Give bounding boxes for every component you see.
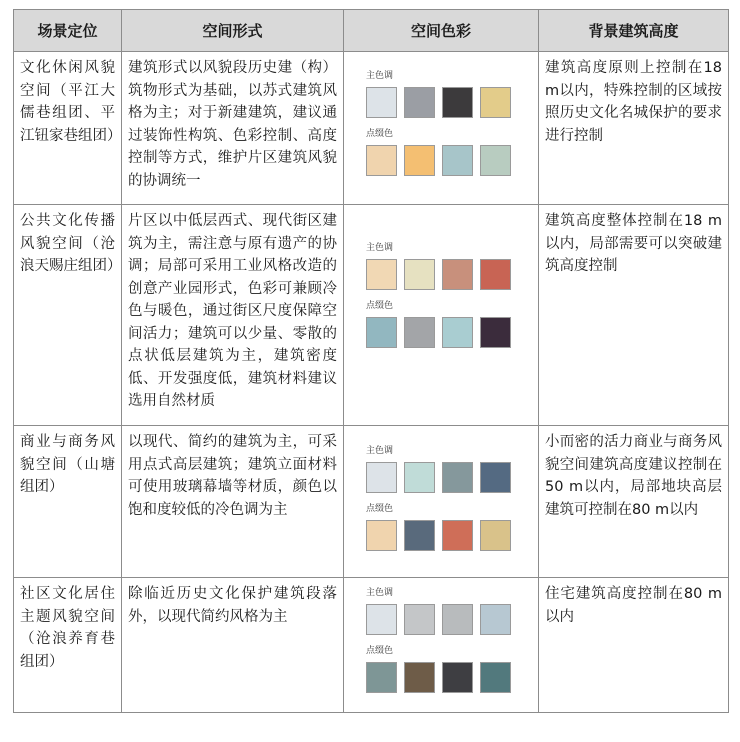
form-cell: 除临近历史文化保护建筑段落外，以现代简约风格为主 — [122, 578, 344, 713]
accent-color-swatch — [366, 520, 397, 551]
height-cell: 住宅建筑高度控制在80 m以内 — [539, 578, 729, 713]
header-scene: 场景定位 — [14, 10, 122, 52]
accent-color-swatch — [442, 520, 473, 551]
color-cell — [344, 52, 539, 205]
accent-color-swatches — [366, 520, 532, 551]
accent-color-label: 点缀色 — [366, 129, 394, 139]
form-cell: 片区以中低层西式、现代街区建筑为主，需注意与原有遗产的协调；局部可采用工业风格改造的创意产业园形式，色彩可兼顾冷色与暖色，通过街区尺度保障空间活力；建筑可以少量、零散的点状低层建筑为主，建筑密度低、开发强度低，建筑材料建议选用自然材质 — [122, 205, 344, 426]
main-color-label: 主色调 — [366, 71, 394, 81]
header-height: 背景建筑高度 — [539, 10, 729, 52]
scene-cell: 商业与商务风貌空间（山塘组团） — [14, 426, 122, 578]
scene-cell: 文化休闲风貌空间（平江大儒巷组团、平江钮家巷组团） — [14, 52, 122, 205]
main-color-swatch — [366, 259, 397, 290]
accent-color-swatches — [366, 317, 532, 348]
accent-color-swatch — [480, 662, 511, 693]
color-cell — [344, 426, 539, 578]
table-row — [14, 426, 729, 578]
main-color-swatch — [442, 259, 473, 290]
main-color-swatch — [404, 259, 435, 290]
main-color-label: 主色调 — [366, 243, 394, 253]
table-row — [14, 52, 729, 205]
accent-color-swatch — [480, 317, 511, 348]
main-color-swatch — [366, 462, 397, 493]
accent-color-swatch — [404, 662, 435, 693]
accent-color-swatch — [480, 520, 511, 551]
table-row — [14, 578, 729, 713]
color-cell — [344, 205, 539, 426]
accent-color-label: 点缀色 — [366, 504, 394, 514]
accent-color-swatch — [366, 145, 397, 176]
height-cell: 小而密的活力商业与商务风貌空间建筑高度建议控制在50 m以内，局部地块高层建筑可控制在80 m以内 — [539, 426, 729, 578]
main-color-swatch — [480, 604, 511, 635]
accent-color-swatch — [480, 145, 511, 176]
accent-color-swatch — [442, 145, 473, 176]
main-color-swatch — [442, 604, 473, 635]
form-cell: 建筑形式以风貌段历史建（构）筑物形式为基础，以苏式建筑风格为主；对于新建建筑，建议通过装饰性构筑、色彩控制、高度控制等方式，维护片区建筑风貌的协调统一 — [122, 52, 344, 205]
main-color-swatch — [404, 462, 435, 493]
accent-color-swatch — [442, 317, 473, 348]
scene-cell: 社区文化居住主题风貌空间（沧浪养育巷组团） — [14, 578, 122, 713]
scene-cell: 公共文化传播风貌空间（沧浪天赐庄组团） — [14, 205, 122, 426]
accent-color-swatch — [366, 317, 397, 348]
accent-color-swatch — [366, 662, 397, 693]
accent-color-swatch — [404, 317, 435, 348]
planning-table — [13, 9, 729, 713]
height-cell: 建筑高度原则上控制在18 m以内，特殊控制的区域按照历史文化名城保护的要求进行控制 — [539, 52, 729, 205]
accent-color-swatch — [404, 520, 435, 551]
accent-color-swatch — [404, 145, 435, 176]
accent-color-label: 点缀色 — [366, 301, 394, 311]
color-cell — [344, 578, 539, 713]
main-color-swatch — [442, 462, 473, 493]
main-color-swatches — [366, 87, 532, 118]
main-color-label: 主色调 — [366, 588, 394, 598]
main-color-swatches — [366, 259, 532, 290]
main-color-swatch — [480, 462, 511, 493]
main-color-swatch — [366, 604, 397, 635]
main-color-swatch — [480, 259, 511, 290]
form-cell: 以现代、简约的建筑为主，可采用点式高层建筑；建筑立面材料可使用玻璃幕墙等材质，颜色以饱和度较低的冷色调为主 — [122, 426, 344, 578]
main-color-swatches — [366, 462, 532, 493]
accent-color-swatches — [366, 145, 532, 176]
main-color-swatch — [366, 87, 397, 118]
main-color-swatch — [480, 87, 511, 118]
header-row — [14, 10, 729, 52]
main-color-swatch — [442, 87, 473, 118]
height-cell: 建筑高度整体控制在18 m以内，局部需要可以突破建筑高度控制 — [539, 205, 729, 426]
header-form: 空间形式 — [122, 10, 344, 52]
accent-color-swatch — [442, 662, 473, 693]
main-color-swatch — [404, 604, 435, 635]
header-color: 空间色彩 — [344, 10, 539, 52]
accent-color-swatches — [366, 662, 532, 693]
accent-color-label: 点缀色 — [366, 646, 394, 656]
main-color-swatches — [366, 604, 532, 635]
main-color-label: 主色调 — [366, 446, 394, 456]
table-row — [14, 205, 729, 426]
main-color-swatch — [404, 87, 435, 118]
